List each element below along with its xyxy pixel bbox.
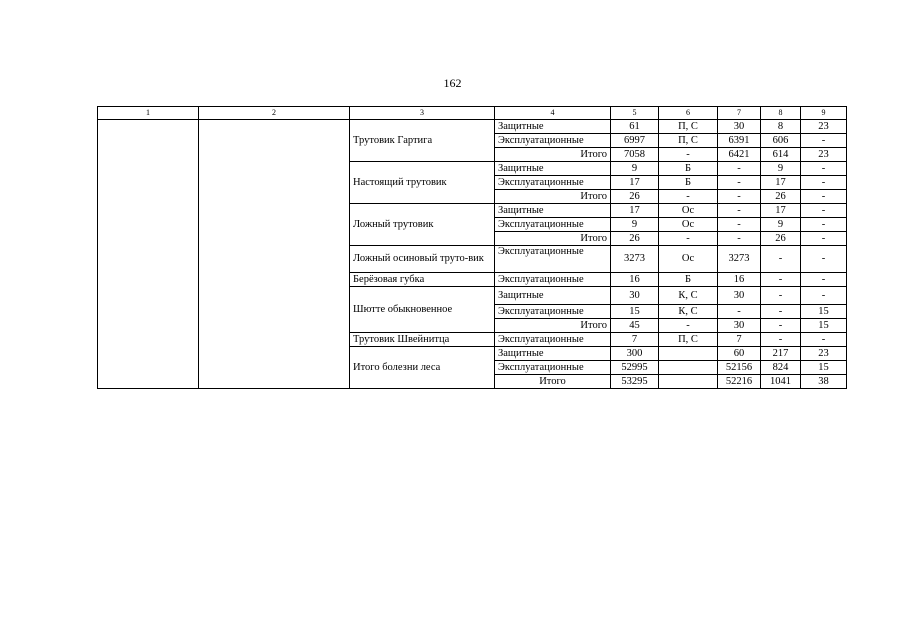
column-number-row [98, 107, 847, 120]
value-cell-c6: П, С [659, 333, 718, 347]
value-cell-c7: - [718, 176, 761, 190]
value-cell-c7: 30 [718, 319, 761, 333]
value-cell-c7: 60 [718, 347, 761, 361]
value-cell-c6: Б [659, 273, 718, 287]
plantation-type: Итого [495, 232, 611, 246]
disease-name: Шютте обыкновенное [350, 287, 495, 333]
value-cell-c9: 38 [801, 375, 847, 389]
blank-cell-col1 [98, 120, 199, 389]
plantation-type: Эксплуатационные [495, 246, 611, 273]
page-number: 162 [443, 76, 462, 90]
plantation-type: Эксплуатационные [495, 273, 611, 287]
value-cell-c8: 9 [761, 162, 801, 176]
value-cell-c9: 15 [801, 319, 847, 333]
value-cell-c8: 614 [761, 148, 801, 162]
value-cell-c5: 7 [611, 333, 659, 347]
value-cell-c5: 9 [611, 218, 659, 232]
table-row [98, 120, 847, 134]
value-cell-c6 [659, 361, 718, 375]
value-cell-c5: 26 [611, 190, 659, 204]
value-cell-c9: - [801, 204, 847, 218]
column-number: 7 [718, 107, 761, 120]
column-number: 3 [350, 107, 495, 120]
value-cell-c7: - [718, 162, 761, 176]
value-cell-c7: 7 [718, 333, 761, 347]
value-cell-c9: 15 [801, 361, 847, 375]
value-cell-c7: - [718, 204, 761, 218]
plantation-type: Защитные [495, 204, 611, 218]
value-cell-c8: 26 [761, 232, 801, 246]
value-cell-c5: 45 [611, 319, 659, 333]
forest-disease-table [97, 106, 847, 389]
column-number: 5 [611, 107, 659, 120]
value-cell-c9: 23 [801, 120, 847, 134]
value-cell-c7: 6421 [718, 148, 761, 162]
plantation-type: Итого [495, 319, 611, 333]
plantation-type: Итого [495, 375, 611, 389]
disease-name: Трутовик Швейнитца [350, 333, 495, 347]
column-number: 8 [761, 107, 801, 120]
value-cell-c5: 300 [611, 347, 659, 361]
value-cell-c9: 23 [801, 148, 847, 162]
blank-cell-col2 [199, 120, 350, 389]
plantation-type: Итого [495, 148, 611, 162]
value-cell-c7: 30 [718, 287, 761, 305]
value-cell-c9: - [801, 162, 847, 176]
value-cell-c6: К, С [659, 287, 718, 305]
value-cell-c6: - [659, 319, 718, 333]
value-cell-c6: П, С [659, 134, 718, 148]
value-cell-c6 [659, 375, 718, 389]
value-cell-c5: 3273 [611, 246, 659, 273]
disease-name: Итого болезни леса [350, 347, 495, 389]
value-cell-c6: Б [659, 176, 718, 190]
column-number: 2 [199, 107, 350, 120]
value-cell-c7: 16 [718, 273, 761, 287]
value-cell-c8: 824 [761, 361, 801, 375]
column-number: 4 [495, 107, 611, 120]
value-cell-c5: 52995 [611, 361, 659, 375]
value-cell-c6: - [659, 232, 718, 246]
value-cell-c8: 9 [761, 218, 801, 232]
disease-name: Настоящий трутовик [350, 162, 495, 204]
plantation-type: Эксплуатационные [495, 134, 611, 148]
value-cell-c8: 606 [761, 134, 801, 148]
disease-name: Берёзовая губка [350, 273, 495, 287]
value-cell-c6: Ос [659, 204, 718, 218]
plantation-type: Защитные [495, 287, 611, 305]
value-cell-c8: - [761, 333, 801, 347]
value-cell-c8: - [761, 319, 801, 333]
value-cell-c7: 52156 [718, 361, 761, 375]
value-cell-c8: - [761, 287, 801, 305]
value-cell-c9: - [801, 218, 847, 232]
value-cell-c8: 1041 [761, 375, 801, 389]
value-cell-c8: 17 [761, 176, 801, 190]
value-cell-c8: 8 [761, 120, 801, 134]
value-cell-c7: 6391 [718, 134, 761, 148]
value-cell-c6: К, С [659, 305, 718, 319]
plantation-type: Эксплуатационные [495, 176, 611, 190]
value-cell-c8: 217 [761, 347, 801, 361]
value-cell-c9: - [801, 232, 847, 246]
value-cell-c7: 30 [718, 120, 761, 134]
value-cell-c7: - [718, 190, 761, 204]
value-cell-c8: 17 [761, 204, 801, 218]
value-cell-c7: - [718, 305, 761, 319]
plantation-type: Итого [495, 190, 611, 204]
value-cell-c9: - [801, 333, 847, 347]
value-cell-c8: - [761, 273, 801, 287]
value-cell-c5: 53295 [611, 375, 659, 389]
value-cell-c9: 15 [801, 305, 847, 319]
value-cell-c7: - [718, 232, 761, 246]
value-cell-c5: 16 [611, 273, 659, 287]
plantation-type: Защитные [495, 347, 611, 361]
value-cell-c6: П, С [659, 120, 718, 134]
value-cell-c5: 61 [611, 120, 659, 134]
plantation-type: Эксплуатационные [495, 218, 611, 232]
plantation-type: Защитные [495, 162, 611, 176]
disease-name: Трутовик Гартига [350, 120, 495, 162]
column-number: 1 [98, 107, 199, 120]
value-cell-c9: - [801, 246, 847, 273]
value-cell-c8: - [761, 246, 801, 273]
column-number: 9 [801, 107, 847, 120]
plantation-type: Защитные [495, 120, 611, 134]
value-cell-c6: - [659, 190, 718, 204]
value-cell-c9: - [801, 273, 847, 287]
value-cell-c8: 26 [761, 190, 801, 204]
value-cell-c6: Ос [659, 246, 718, 273]
column-number: 6 [659, 107, 718, 120]
value-cell-c7: 52216 [718, 375, 761, 389]
value-cell-c9: - [801, 134, 847, 148]
value-cell-c7: - [718, 218, 761, 232]
value-cell-c6: Б [659, 162, 718, 176]
value-cell-c5: 6997 [611, 134, 659, 148]
value-cell-c5: 17 [611, 176, 659, 190]
value-cell-c5: 17 [611, 204, 659, 218]
disease-name: Ложный трутовик [350, 204, 495, 246]
value-cell-c6 [659, 347, 718, 361]
value-cell-c5: 30 [611, 287, 659, 305]
value-cell-c9: - [801, 287, 847, 305]
value-cell-c8: - [761, 305, 801, 319]
plantation-type: Эксплуатационные [495, 333, 611, 347]
value-cell-c6: Ос [659, 218, 718, 232]
value-cell-c5: 15 [611, 305, 659, 319]
value-cell-c5: 9 [611, 162, 659, 176]
value-cell-c5: 7058 [611, 148, 659, 162]
value-cell-c6: - [659, 148, 718, 162]
value-cell-c7: 3273 [718, 246, 761, 273]
value-cell-c9: - [801, 176, 847, 190]
plantation-type: Эксплуатационные [495, 305, 611, 319]
plantation-type: Эксплуатационные [495, 361, 611, 375]
value-cell-c9: 23 [801, 347, 847, 361]
value-cell-c5: 26 [611, 232, 659, 246]
value-cell-c9: - [801, 190, 847, 204]
disease-name: Ложный осиновый труто-вик [350, 246, 495, 273]
